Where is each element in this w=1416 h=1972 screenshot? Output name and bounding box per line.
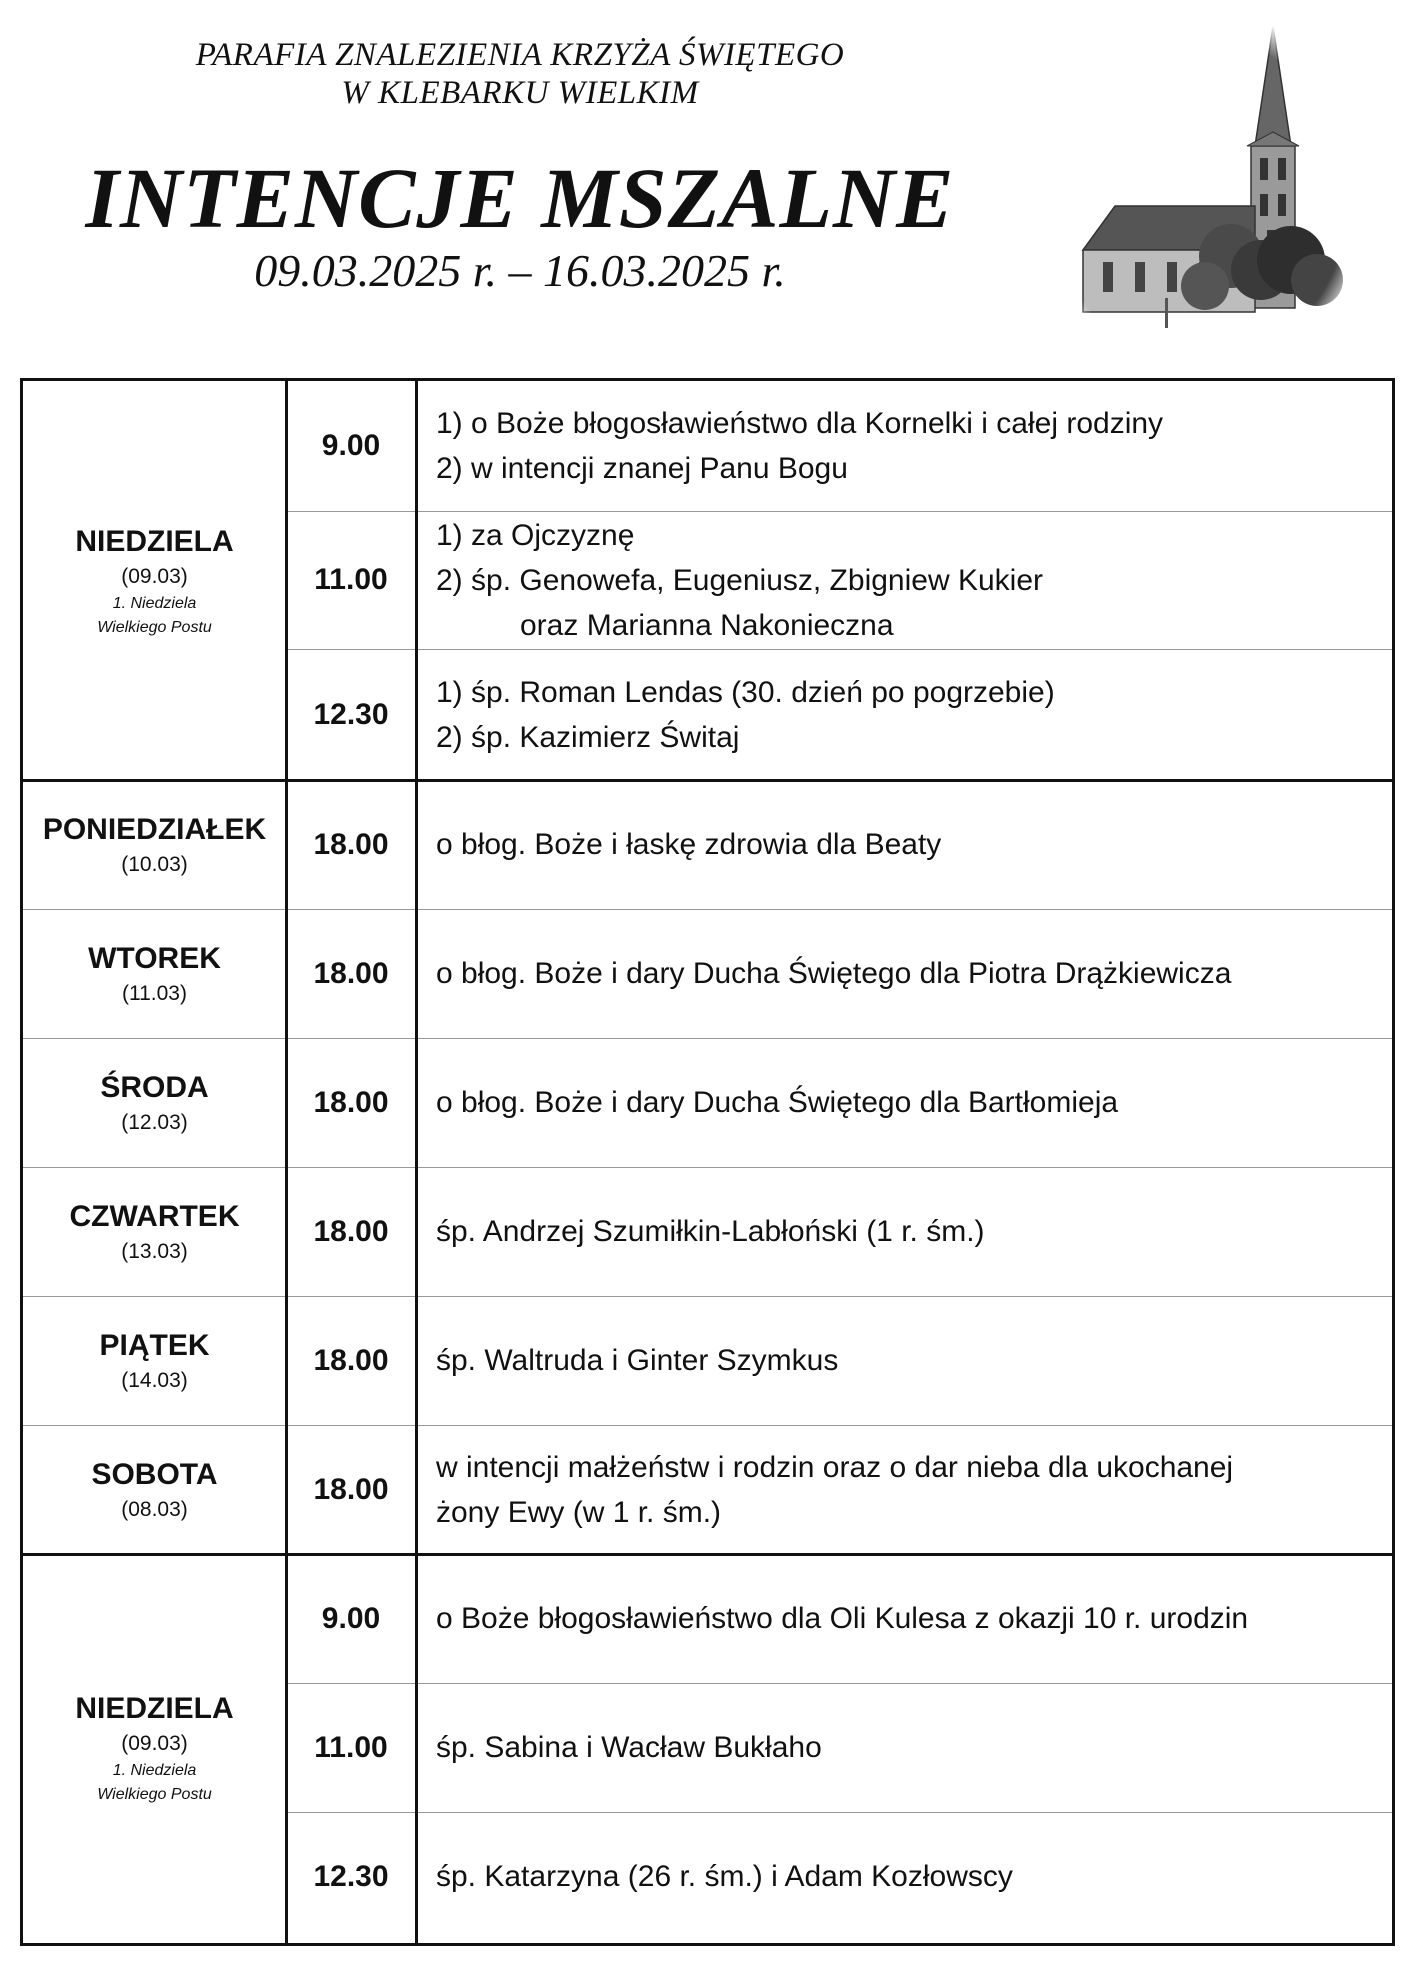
- mass-intention: [416, 780, 1392, 909]
- mass-time: 18.00: [313, 1472, 389, 1506]
- day-name: ŚRODA: [100, 1070, 209, 1104]
- mass-intention: [416, 1296, 1392, 1425]
- liturgical-note: 1. Niedziela: [112, 594, 197, 612]
- intention-line: 1) o Boże błogosławieństwo dla Kornelki i całej rodziny: [436, 407, 1164, 440]
- day-date: (09.03): [121, 1731, 188, 1755]
- mass-intention: [416, 381, 1392, 511]
- mass-intention: [416, 1554, 1392, 1683]
- day-date: (11.03): [122, 981, 187, 1005]
- date-range: 09.03.2025 r. – 16.03.2025 r.: [254, 245, 786, 296]
- intention-line: śp. Sabina i Wacław Bukłaho: [436, 1731, 822, 1764]
- mass-time: 18.00: [313, 1214, 389, 1248]
- intention-line: żony Ewy (w 1 r. śm.): [436, 1495, 722, 1529]
- mass-intention: [416, 511, 1392, 649]
- day-label: [23, 909, 286, 1038]
- mass-schedule-table: [20, 378, 1395, 1946]
- day-label: [23, 1167, 286, 1296]
- parish-line-1: PARAFIA ZNALEZIENIA KRZYŻA ŚWIĘTEGO: [195, 37, 845, 73]
- day-label: [23, 1425, 286, 1554]
- column-divider: [415, 381, 418, 1943]
- day-name: CZWARTEK: [69, 1199, 240, 1233]
- intention-line: 1) śp. Roman Lendas (30. dzień po pogrzebie): [436, 675, 1055, 709]
- intention-line: oraz Marianna Nakonieczna: [520, 608, 894, 642]
- mass-time: 18.00: [313, 1343, 389, 1377]
- day-label: [23, 1296, 286, 1425]
- day-date: (09.03): [121, 564, 188, 588]
- mass-intention: [416, 1683, 1392, 1812]
- day-name: NIEDZIELA: [75, 524, 234, 558]
- mass-intention: [416, 1812, 1392, 1941]
- column-divider: [285, 381, 288, 1943]
- intention-line: w intencji małżeństw i rodzin oraz o dar nieba dla ukochanej: [436, 1450, 1234, 1484]
- day-label: [23, 1554, 286, 1941]
- day-date: (10.03): [121, 852, 188, 876]
- parish-line-2: W KLEBARKU WIELKIM: [341, 75, 699, 111]
- mass-intention: [416, 1038, 1392, 1167]
- day-label: [23, 1038, 286, 1167]
- intention-line: o błog. Boże i dary Ducha Świętego dla Bartłomieja: [436, 1086, 1119, 1119]
- intention-line: 2) w intencji znanej Panu Bogu: [436, 452, 848, 485]
- mass-time: 9.00: [321, 429, 381, 462]
- intention-line: 2) śp. Kazimierz Świtaj: [436, 720, 740, 754]
- intention-line: śp. Andrzej Szumiłkin-Labłoński (1 r. śm.): [436, 1215, 985, 1248]
- mass-time: 9.00: [321, 1601, 381, 1635]
- intention-line: o błog. Boże i dary Ducha Świętego dla Piotra Drążkiewicza: [436, 957, 1232, 990]
- parish-name: [70, 36, 970, 112]
- mass-time: 12.30: [313, 697, 389, 731]
- day-date: (14.03): [121, 1368, 188, 1392]
- day-label: [23, 381, 286, 780]
- day-date: (12.03): [121, 1110, 188, 1134]
- day-name: WTOREK: [88, 941, 221, 975]
- intention-line: śp. Waltruda i Ginter Szymkus: [436, 1344, 839, 1377]
- intention-line: śp. Katarzyna (26 r. śm.) i Adam Kozłowscy: [436, 1860, 1013, 1893]
- intention-line: o błog. Boże i łaskę zdrowia dla Beaty: [436, 828, 942, 861]
- day-name: PONIEDZIAŁEK: [42, 812, 267, 846]
- mass-intention: [416, 1425, 1392, 1554]
- intention-line: 2) śp. Genowefa, Eugeniusz, Zbigniew Kukier: [436, 563, 1043, 597]
- intention-line: o Boże błogosławieństwo dla Oli Kulesa z okazji 10 r. urodzin: [436, 1602, 1249, 1635]
- church-illustration: [1055, 8, 1345, 328]
- mass-time: 18.00: [313, 827, 389, 861]
- day-label: [23, 780, 286, 909]
- mass-time: 12.30: [313, 1859, 389, 1893]
- intention-line: 1) za Ojczyznę: [436, 518, 635, 552]
- liturgical-note: 1. Niedziela: [112, 1761, 197, 1779]
- day-date: (08.03): [121, 1497, 188, 1521]
- mass-intention: [416, 909, 1392, 1038]
- mass-intention: [416, 1167, 1392, 1296]
- day-date: (13.03): [121, 1239, 188, 1263]
- schedule-grid: [23, 381, 1392, 1943]
- day-name: PIĄTEK: [99, 1328, 210, 1362]
- mass-time: 18.00: [313, 1085, 389, 1119]
- mass-time: 11.00: [314, 563, 388, 596]
- day-name: NIEDZIELA: [75, 1691, 234, 1725]
- mass-time: 18.00: [313, 956, 389, 990]
- page-title: INTENCJE MSZALNE: [85, 150, 955, 246]
- mass-intention: [416, 649, 1392, 780]
- liturgical-note: Wielkiego Postu: [97, 618, 212, 636]
- day-name: SOBOTA: [91, 1457, 218, 1491]
- liturgical-note: Wielkiego Postu: [97, 1785, 212, 1803]
- mass-time: 11.00: [314, 1730, 388, 1764]
